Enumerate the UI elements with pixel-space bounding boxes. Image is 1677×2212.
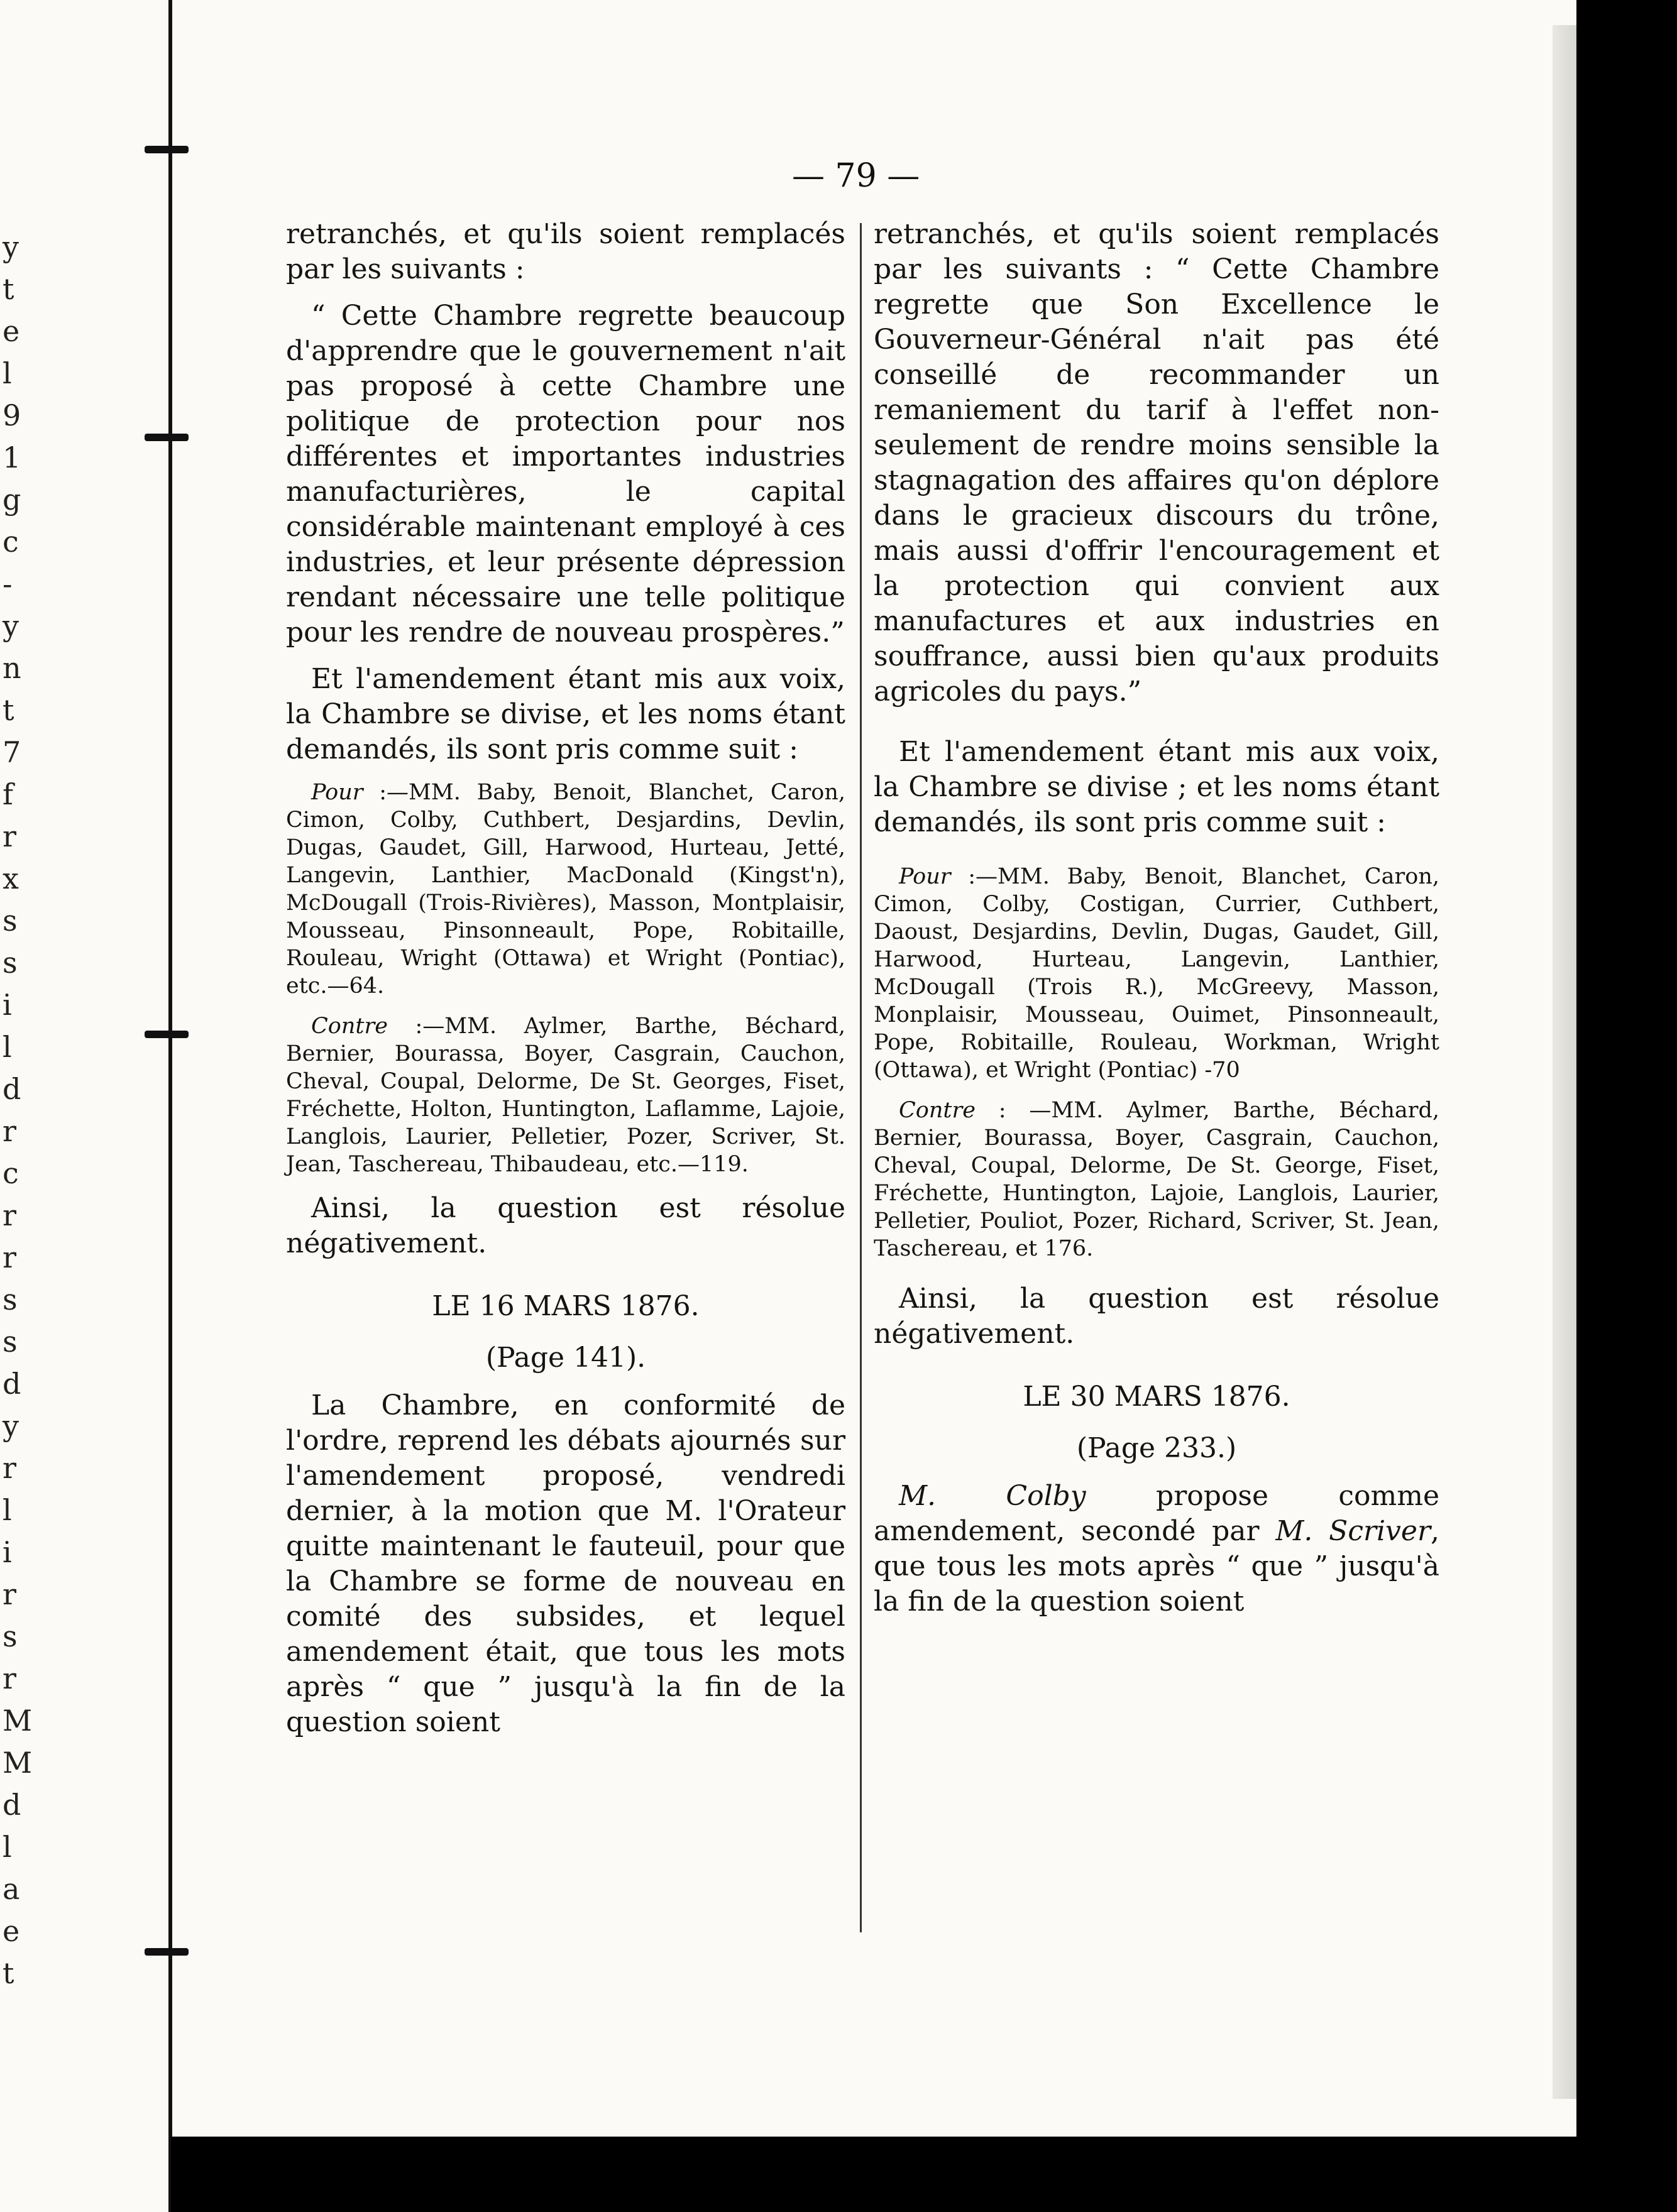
facing-page-fragment: s <box>3 1325 18 1359</box>
facing-page-fragment: i <box>3 988 12 1022</box>
right-column <box>874 217 1439 1631</box>
member-name: M. Colby <box>899 1480 1086 1512</box>
facing-page-fragment: l <box>3 1830 12 1864</box>
facing-page-fragment: y <box>3 609 19 643</box>
facing-page-fragment: r <box>3 1114 16 1148</box>
facing-page-fragment: c <box>3 1156 19 1190</box>
vote-contre <box>874 1097 1439 1262</box>
facing-page-fragment: l <box>3 1030 12 1064</box>
facing-page-fragment: l <box>3 1493 12 1527</box>
page-reference: (Page 233.) <box>1076 1432 1237 1464</box>
facing-page-fragment: t <box>3 693 14 727</box>
paragraph: Et l'amendement étant mis aux voix, la Chambre se divise ; et les noms étant demandés, ils sont pris comme suit : <box>874 736 1439 838</box>
facing-page-fragment: M <box>3 1704 33 1738</box>
facing-page-fragment: r <box>3 1577 16 1611</box>
paragraph: Ainsi, la question est résolue négativement. <box>286 1192 845 1259</box>
facing-page-fragment: s <box>3 946 18 980</box>
facing-page-fragment: c <box>3 525 19 559</box>
date-heading: LE 16 MARS 1876. <box>432 1290 700 1322</box>
facing-page-fragment: s <box>3 1619 18 1653</box>
facing-page-fragment: r <box>3 1662 16 1695</box>
facing-page-fragment: e <box>3 1914 20 1948</box>
vote-pour <box>286 779 845 1000</box>
binding-mark <box>145 146 189 153</box>
facing-page-fragment: d <box>3 1367 21 1401</box>
binding-mark <box>145 1031 189 1038</box>
facing-page-gutter <box>0 0 171 2212</box>
vote-contre-names: :—MM. Aylmer, Barthe, Béchard, Bernier, Bourassa, Boyer, Casgrain, Cauchon, Cheval, Coupal, Delorme, De St. Georges, Fiset, Fréchette, Holton, Huntington, Laflamme, Lajoie, Langlois, Laurier, Pelletier, Pozer, Scriver, St. Jean, Taschereau, Thibaudeau, etc.—119. <box>286 1014 845 1177</box>
quoted-amendment: “ Cette Chambre regrette beaucoup d'apprendre que le gouvernement n'ait pas proposé à cette Chambre une politique de protection pour nos différentes et importantes industries manufacturières, le capital considérable maintenant employé à ces industries, et leur présente dépression rendant nécessaire une telle politique pour les rendre de nouveau prospères.” <box>286 300 845 649</box>
date-heading: LE 30 MARS 1876. <box>1023 1381 1290 1413</box>
paragraph-text: , que tous les mots après “ que ” jusqu'à la fin de la question soient <box>874 1515 1439 1618</box>
facing-page-fragment: x <box>3 862 19 895</box>
page-edge-strip <box>1553 25 1578 2099</box>
facing-page-fragment: f <box>3 777 14 811</box>
facing-page-fragment: r <box>3 1240 16 1274</box>
facing-page-fragment: t <box>3 272 14 306</box>
member-name: M. Scriver <box>1275 1515 1431 1547</box>
facing-page-fragment: a <box>3 1872 20 1906</box>
paragraph: retranchés, et qu'ils soient remplacés par les suivants : <box>286 218 845 285</box>
facing-page-fragment: t <box>3 1956 14 1990</box>
facing-page-fragment: y <box>3 1409 19 1443</box>
binding-mark <box>145 1948 189 1956</box>
vote-contre-label: Contre <box>311 1014 388 1039</box>
facing-page-fragment: i <box>3 1535 12 1569</box>
paragraph: Ainsi, la question est résolue négativement. <box>874 1283 1439 1350</box>
vote-contre-label: Contre <box>899 1098 976 1123</box>
facing-page-fragment: y <box>3 230 19 264</box>
paragraph: Et l'amendement étant mis aux voix, la Chambre se divise, et les noms étant demandés, ils sont pris comme suit : <box>286 663 845 765</box>
facing-page-fragment: d <box>3 1788 21 1822</box>
page-number: — 79 — <box>792 157 920 195</box>
scan-shadow-bottom <box>171 2137 1677 2212</box>
paragraph: La Chambre, en conformité de l'ordre, reprend les débats ajournés sur l'amendement proposé, vendredi dernier, à la motion que M. l'Orateur quitte maintenant le fauteuil, pour que la Chambre se forme de nouveau en comité des subsides, et lequel amendement était, que tous les mots après “ que ” jusqu'à la fin de la question soient <box>286 1389 845 1738</box>
facing-page-fragment: r <box>3 1451 16 1485</box>
facing-page-fragment: e <box>3 314 20 348</box>
facing-page-fragment: l <box>3 356 12 390</box>
paragraph-text: propose comme amendement, secondé par <box>874 1480 1439 1547</box>
page-reference: (Page 141). <box>485 1342 646 1374</box>
facing-page-fragment: d <box>3 1072 21 1106</box>
vote-contre-names: : —MM. Aylmer, Barthe, Béchard, Bernier, Bourassa, Boyer, Casgrain, Cauchon, Cheval, Coupal, Delorme, De St. George, Fiset, Fréchette, Huntington, Lajoie, Langlois, Laurier, Pelletier, Pouliot, Pozer, Richard, Scriver, St. Jean, Taschereau, et 176. <box>874 1098 1439 1261</box>
facing-page-fragment: 9 <box>3 398 21 432</box>
facing-page-fragment: s <box>3 904 18 938</box>
left-column <box>286 217 845 1751</box>
scan-shadow-right <box>1576 0 1677 2212</box>
facing-page-fragment: n <box>3 651 21 685</box>
facing-page-fragment: s <box>3 1283 18 1317</box>
paragraph: retranchés, et qu'ils soient remplacés par les suivants : “ Cette Chambre regrette que Son Excellence le Gouverneur-Général n'ait pas été conseillé de recommander un remaniement du tarif à l'effet non-seulement de rendre moins sensible la stagnagation des affaires qu'on déplore dans le gracieux discours du trône, mais aussi d'offrir l'encouragement et la protection qui convient aux manufactures et aux industries en souffrance, aussi bien qu'aux produits agricoles du pays.” <box>874 218 1439 708</box>
vote-pour <box>874 863 1439 1084</box>
facing-page-fragment: 7 <box>3 735 21 769</box>
facing-page-fragment: - <box>3 567 13 601</box>
binding-mark <box>145 434 189 441</box>
facing-page-fragment: M <box>3 1746 33 1780</box>
vote-pour-names: :—MM. Baby, Benoit, Blanchet, Caron, Cimon, Colby, Cuthbert, Desjardins, Devlin, Dugas, Gaudet, Gill, Harwood, Hurteau, Jetté, Langevin, Lanthier, MacDonald (Kingst'n), McDougall (Trois-Rivières), Masson, Montplaisir, Mousseau, Pinsonneault, Pope, Robitaille, Rouleau, Wright (Ottawa) et Wright (Pontiac), etc.—64. <box>286 780 845 999</box>
vote-pour-label: Pour <box>899 864 951 889</box>
facing-page-fragment: r <box>3 1198 16 1232</box>
paragraph <box>874 1479 1439 1619</box>
gutter-edge <box>168 0 172 2212</box>
facing-page-fragment: 1 <box>3 441 21 474</box>
column-divider <box>860 223 862 1932</box>
vote-contre <box>286 1012 845 1178</box>
vote-pour-names: :—MM. Baby, Benoit, Blanchet, Caron, Cimon, Colby, Costigan, Currier, Cuthbert, Daoust, Desjardins, Devlin, Dugas, Gaudet, Gill, Harwood, Hurteau, Langevin, Lanthier, McDougall (Trois R.), McGreevy, Masson, Monplaisir, Mousseau, Ouimet, Pinsonneault, Pope, Robitaille, Rouleau, Workman, Wright (Ottawa), et Wright (Pontiac) -70 <box>874 864 1439 1083</box>
vote-pour-label: Pour <box>311 780 363 805</box>
facing-page-fragment: g <box>3 483 21 517</box>
facing-page-fragment: r <box>3 819 16 853</box>
